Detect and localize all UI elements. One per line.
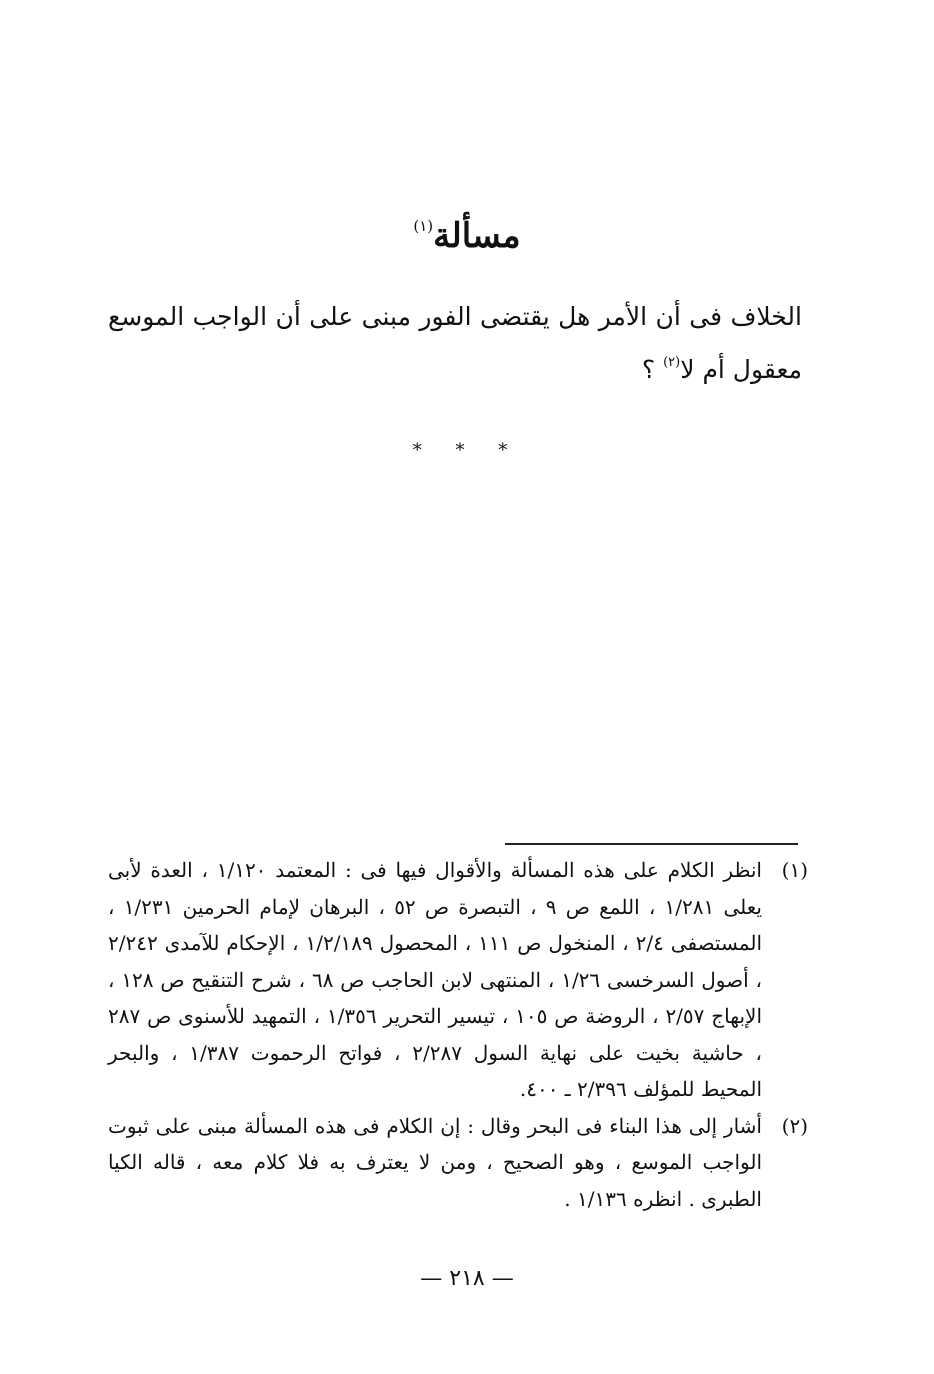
section-separator: * * *: [412, 440, 522, 461]
footnote-number: (٢): [781, 1113, 808, 1138]
footnote-text: انظر الكلام على هذه المسألة والأقوال فيها فى : المعتمد ١/١٢٠ ، العدة لأبى يعلى ١/٢٨١ ، اللمع ص ٩ ، التبصرة ص ٥٢ ، البرهان لإمام الحرمين ١/٢٣١ ، المستصفى ٢/٤ ، المنخول ص ١١١ ، المحصول ١/٢/١٨٩ ، الإحكام للآمدى ٢/٢٤٢ ، أصول السرخسى ١/٢٦ ، المنتهى لابن الحاجب ص ٦٨ ، شرح التنقيح ص ١٢٨ ، الإبهاج ٢/٥٧ ، الروضة ص ١٠٥ ، تيسير التحرير ١/٣٥٦ ، التمهيد للأسنوى ص ٢٨٧ ، حاشية بخيت على نهاية السول ٢/٢٨٧ ، فواتح الرحموت ١/٣٨٧ ، والبحر المحيط للمؤلف ٢/٣٩٦ ـ ٤٠٠.: [108, 858, 763, 1101]
paragraph-tail: ؟: [641, 355, 664, 384]
paragraph-footnote-ref: (٢): [663, 355, 681, 370]
paragraph-text: الخلاف فى أن الأمر هل يقتضى الفور مبنى على أن الواجب الموسع معقول أم لا: [108, 302, 802, 384]
footnote-1: [108, 852, 808, 1108]
footnote-2: [108, 1108, 808, 1218]
heading-footnote-ref: (١): [413, 217, 434, 235]
page-number: — ٢١٨ —: [420, 1266, 514, 1291]
section-heading: [0, 196, 934, 266]
footnote-text: أشار إلى هذا البناء فى البحر وقال : إن الكلام فى هذه المسألة مبنى على ثبوت الواجب الموسع ، وهو الصحيح ، ومن لا يعترف به فلا كلام معه ، قاله الكيا الطبرى . انظره ١/١٣٦ .: [108, 1113, 762, 1211]
main-paragraph: [108, 294, 802, 393]
footnote-divider: [505, 843, 798, 845]
footnotes: [108, 852, 808, 1217]
heading-title: مسألة: [433, 216, 521, 256]
footnote-number: (١): [781, 858, 808, 882]
